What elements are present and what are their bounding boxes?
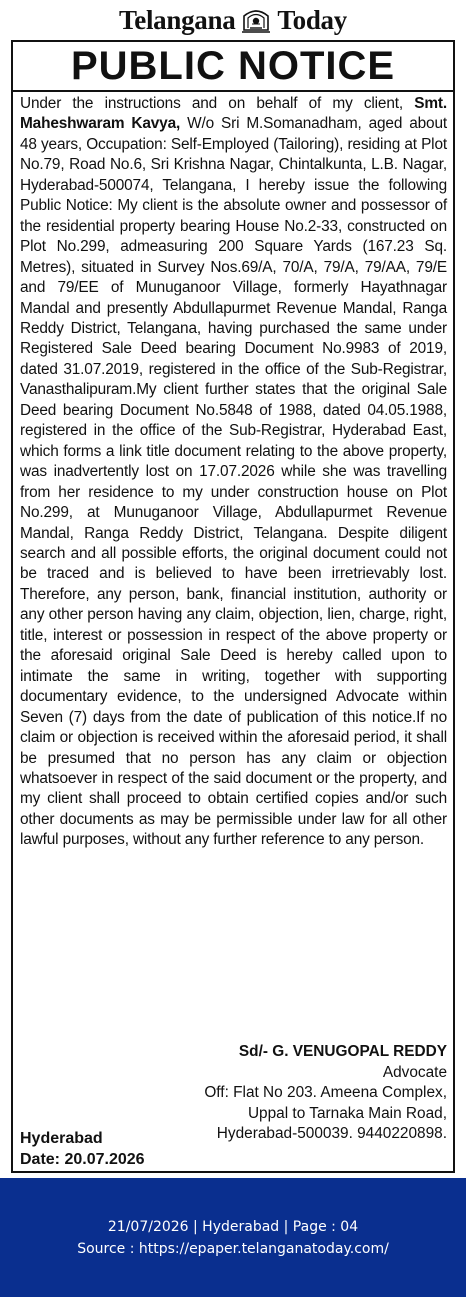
client-relation: W/o Sri M.Somanadham, xyxy=(180,115,362,133)
notice-place: Hyderabad xyxy=(20,1130,103,1147)
notice-body-text: aged about 48 years, Occupation: Self-Employed (Tailoring), residing at Plot No.79, Road No.6, Sri Krishna Nagar, Chintalkunta, L.B. Nagar, Hyderabad-500074, Telangana, I hereby issue the following Public Notice: My client is the absolute owner and possessor of the residential property bearing House No.2-33, constructed on Plot No.299, admeasuring 200 Square Yards (167.23 Sq. Metres), situated in Survey Nos.69/A, 70/A, 79/A, 79/AA, 79/E and 79/EE of Munuganoor Village, formerly Hayathnagar Mandal and presently Abdullapurmet Revenue Mandal, Ranga Reddy District, Telangana, having purchased the same under Registered Sale Deed bearing Document No.9983 of 2019, dated 31.07.2019, registered in the office of the Sub-Registrar, Vanasthalipuram.My client further states that the original Sale Deed bearing Document No.5848 of 1988, dated 04.05.1988, registered in the office of the Sub-Registrar, Hyderabad East, which forms a link title document relating to the above property, was inadvertently lost on 17.07.2026 while she was travelling from her residence to my under construction house on Plot No.299, at Munuganoor Village, Abdullapurmet Revenue Mandal, Ranga Reddy District, Telangana. Despite diligent search and all possible efforts, the original document could not be traced and is believed to have been irretrievably lost. Therefore, any person, bank, financial institution, authority or any other person having any claim, objection, lien, charge, right, title, interest or possession in respect of the above property or the aforesaid original Sale Deed is hereby called upon to intimate the same in writing, together with supporting documentary evidence, to the undersigned Advocate within Seven (7) days from the date of publication of this notice.If no claim or objection is received within the aforesaid period, it shall be presumed that no person has any claim or objection whatsoever in respect of the said document or the property, and my client shall proceed to obtain certified copies and/or such other documents as may be permissible under law for all other lawful purposes, without any further reference to any person. xyxy=(20,115,447,849)
signatory-name: Sd/- G. VENUGOPAL REDDY xyxy=(238,1043,447,1060)
masthead-name-right: Today xyxy=(277,4,347,35)
office-address-line-3: Hyderabad-500039. 9440220898. xyxy=(216,1125,447,1142)
notice-date: Date: 20.07.2026 xyxy=(20,1150,145,1168)
footer-source-line: Source : https://epaper.telanganatoday.com/ xyxy=(77,1240,389,1257)
newspaper-masthead xyxy=(0,0,466,40)
signature-block xyxy=(204,1042,447,1145)
signatory-designation: Advocate xyxy=(382,1063,447,1081)
client-name: Smt. Maheshwaram Kavya, xyxy=(20,95,447,133)
office-address-line-2: Uppal to Tarnaka Main Road, xyxy=(247,1104,447,1122)
notice-body xyxy=(13,92,453,851)
masthead-name-left: Telangana xyxy=(119,4,236,35)
epaper-footer xyxy=(0,1178,466,1297)
notice-intro: Under the instructions and on behalf of my client, xyxy=(20,95,415,112)
place-date-block xyxy=(20,1129,145,1170)
footer-edition-line: 21/07/2026 | Hyderabad | Page : 04 xyxy=(107,1218,359,1235)
newspaper-emblem-icon xyxy=(241,6,271,34)
notice-title: PUBLIC NOTICE xyxy=(13,42,453,92)
public-notice-box xyxy=(11,40,455,1173)
office-address-line-1: Off: Flat No 203. Ameena Complex, xyxy=(204,1084,447,1101)
